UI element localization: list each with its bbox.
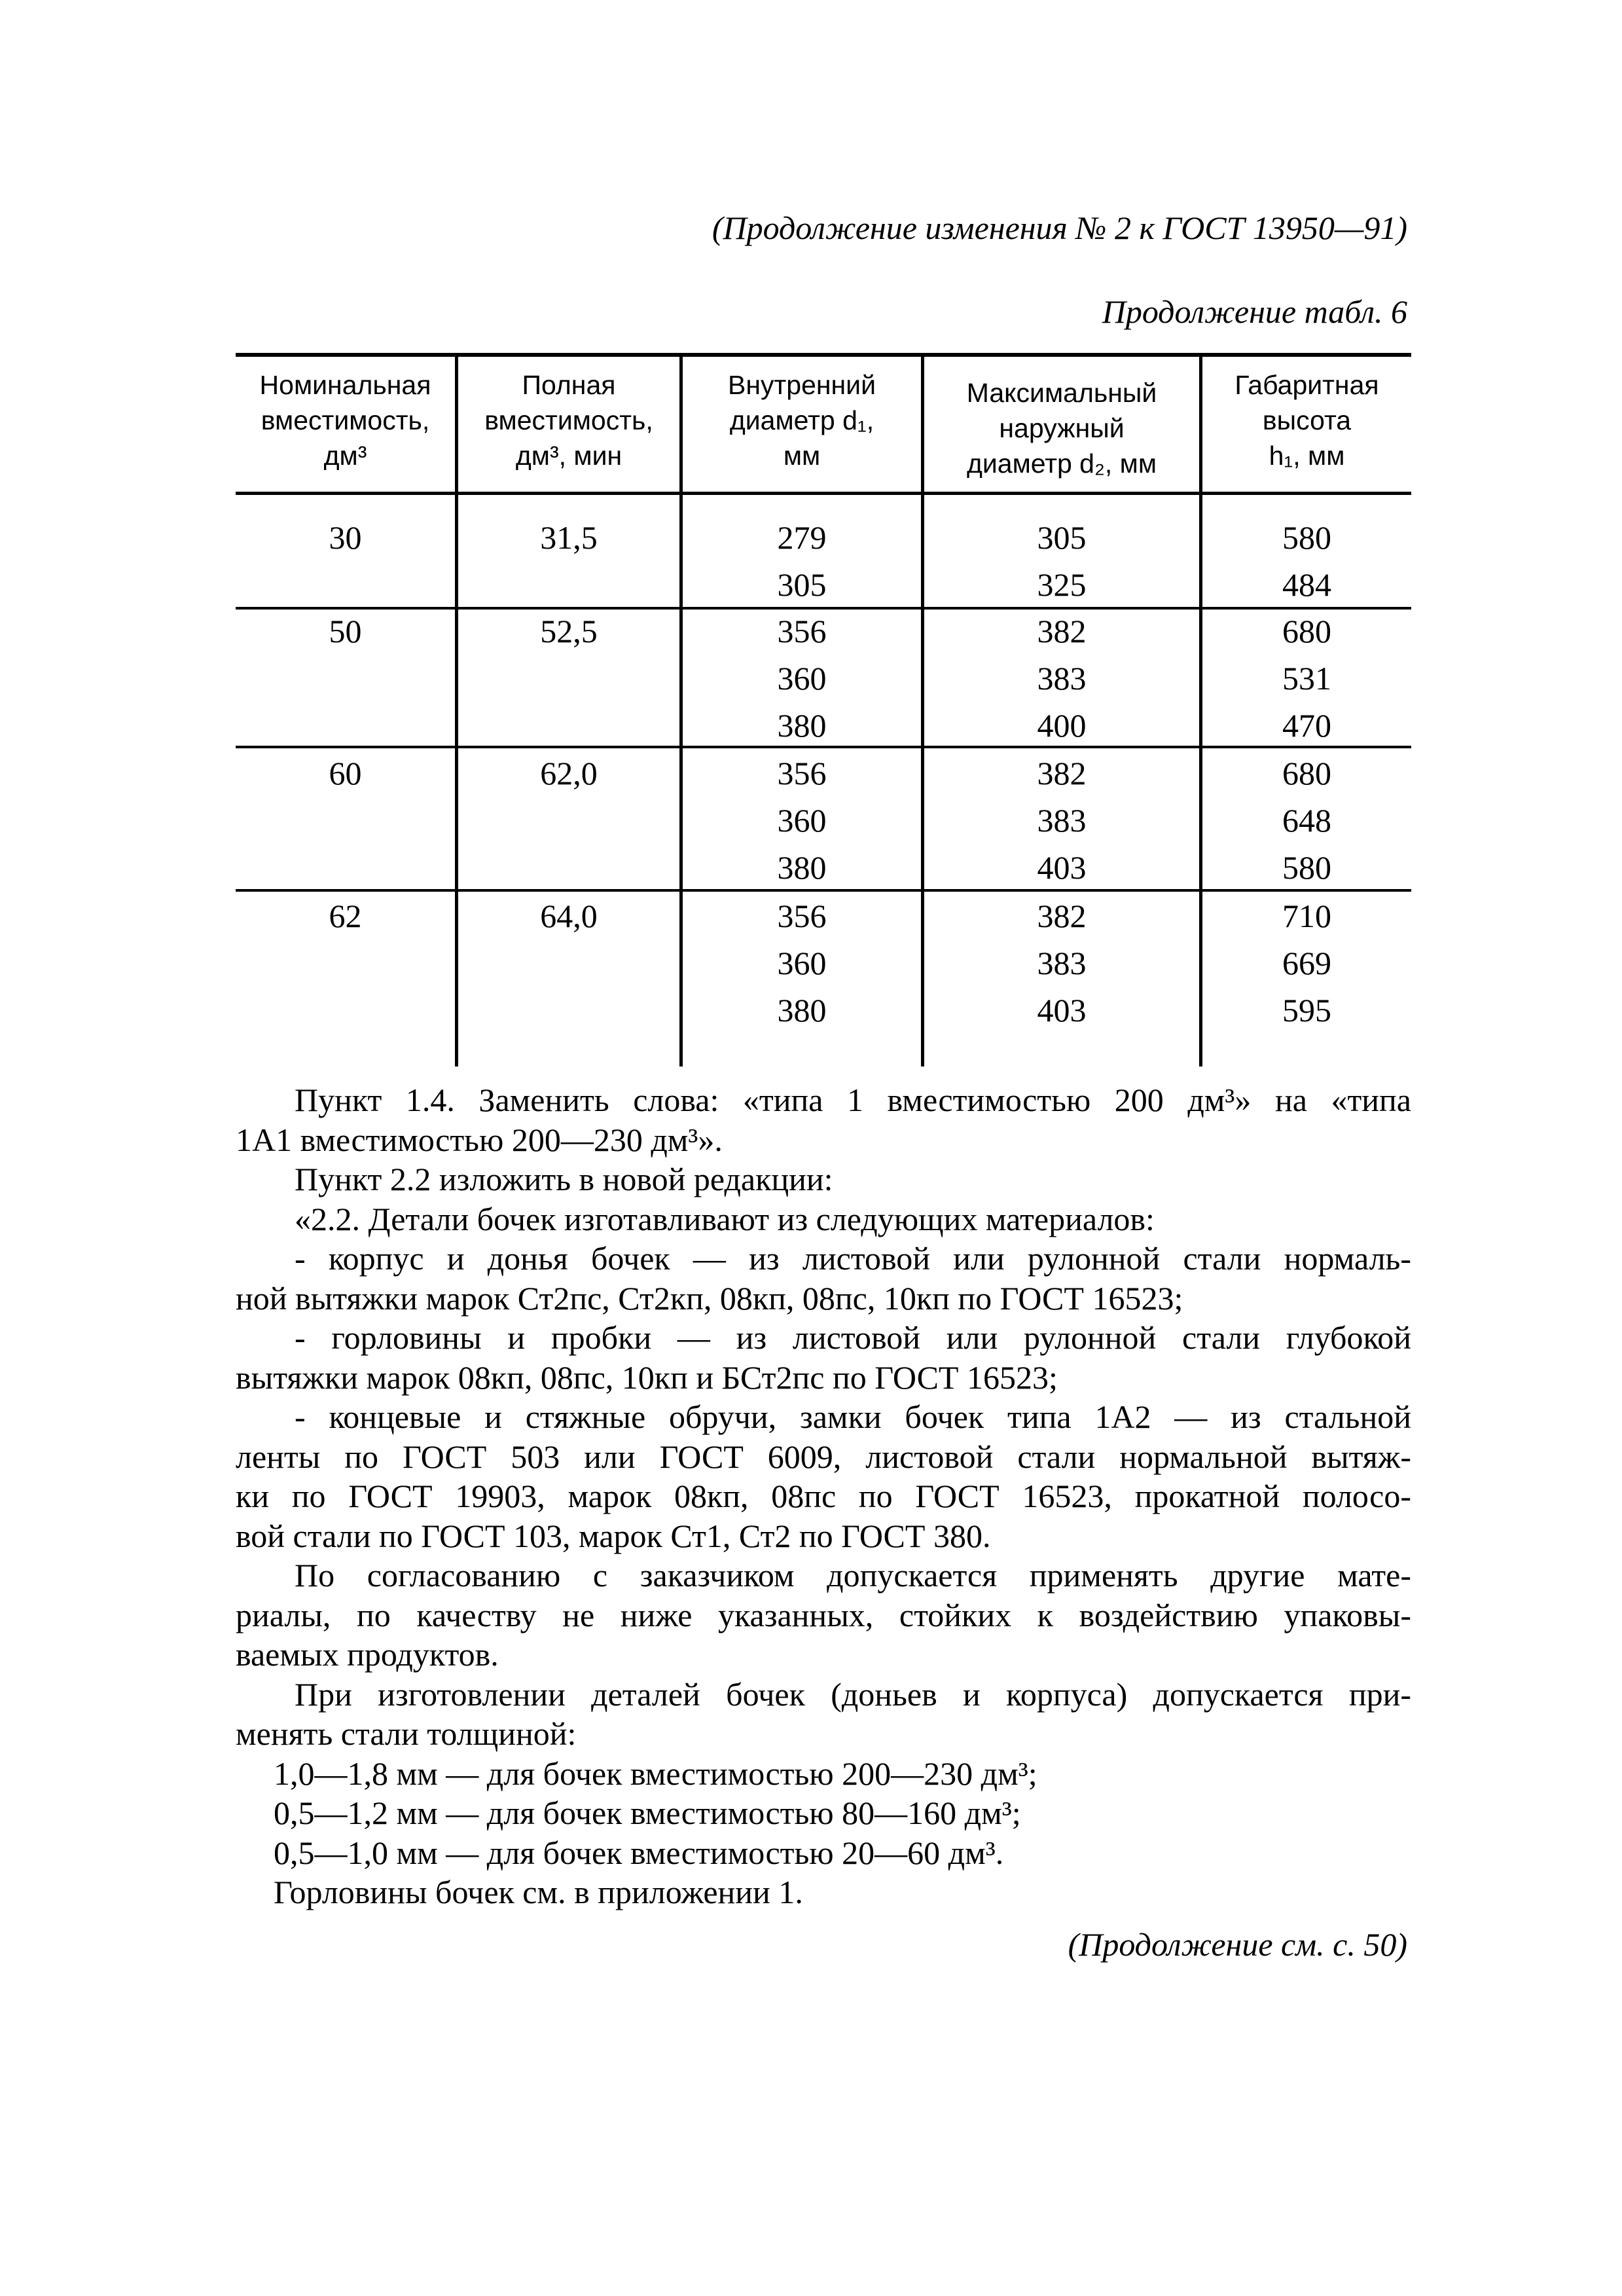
- nominal-capacity-cell: 62: [329, 898, 362, 934]
- header-line: вместимость,: [261, 405, 430, 435]
- height-cell: 680: [1282, 755, 1331, 792]
- running-head: (Продолжение изменения № 2 к ГОСТ 13950—91): [712, 210, 1407, 246]
- outer-diameter-cell: 383: [1037, 802, 1087, 839]
- height-cell: 484: [1282, 566, 1331, 603]
- height-cell: 470: [1282, 707, 1331, 744]
- inner-diameter-cell: 356: [777, 613, 827, 649]
- header-line: дм³: [323, 441, 367, 471]
- inner-diameter-cell: 360: [777, 660, 827, 697]
- header-full-capacity: [458, 367, 679, 473]
- header-line: Номинальная: [259, 370, 431, 400]
- height-cell: 648: [1282, 802, 1331, 839]
- outer-diameter-cell: 382: [1037, 898, 1087, 934]
- inner-diameter-cell: 360: [777, 802, 827, 839]
- text-line: вытяжки марок 08кп, 08пс, 10кп и БСт2пс по ГОСТ 16523;: [236, 1358, 1058, 1396]
- inner-diameter-cell: 305: [777, 566, 827, 603]
- paragraph-item-2-2-intro: [236, 1159, 1411, 1199]
- text-line: вой стали по ГОСТ 103, марок Ст1, Ст2 по ГОСТ 380.: [236, 1517, 991, 1554]
- inner-diameter-cell: 279: [777, 519, 827, 556]
- text-line: 0,5—1,0 мм — для бочек вместимостью 20—60 дм³.: [274, 1834, 1004, 1871]
- outer-diameter-cell: 383: [1037, 660, 1087, 697]
- outer-diameter-cell: 403: [1037, 992, 1087, 1029]
- height-cell: 531: [1282, 660, 1331, 697]
- height-cell: 580: [1282, 519, 1331, 556]
- height-cell: 680: [1282, 613, 1331, 649]
- header-line: Максимальный: [966, 378, 1157, 408]
- header-line: дм³, мин: [515, 441, 622, 471]
- header-line: высота: [1262, 405, 1352, 435]
- outer-diameter-cell: 325: [1037, 566, 1087, 603]
- height-cell: 580: [1282, 849, 1331, 886]
- text-line: Горловины бочек см. в приложении 1.: [274, 1874, 803, 1910]
- text-line: 1,0—1,8 мм — для бочек вместимостью 200—230 дм³;: [274, 1755, 1037, 1792]
- header-inner-diameter: [683, 367, 921, 473]
- height-cell: 669: [1282, 945, 1331, 981]
- paragraph-neck-material: [236, 1318, 1411, 1397]
- text-line: ленты по ГОСТ 503 или ГОСТ 6009, листовой стали нормальной вытяж-: [236, 1438, 1411, 1475]
- paragraph-item-1-4: [236, 1080, 1411, 1159]
- text-line: По согласованию с заказчиком допускается применять другие мате-: [295, 1557, 1411, 1594]
- outer-diameter-cell: 383: [1037, 945, 1087, 981]
- outer-diameter-cell: 400: [1037, 707, 1087, 744]
- paragraph-hoops-material: [236, 1397, 1411, 1556]
- text-line: «2.2. Детали бочек изготавливают из следующих материалов:: [295, 1200, 1155, 1237]
- amendment-text: [236, 1080, 1411, 1912]
- thickness-line: [236, 1754, 1411, 1794]
- outer-diameter-cell: 382: [1037, 613, 1087, 649]
- thickness-line: [236, 1793, 1411, 1833]
- header-line: вместимость,: [484, 405, 653, 435]
- header-line: h₁, мм: [1269, 441, 1345, 471]
- continuation-note: (Продолжение см. с. 50): [1068, 1926, 1407, 1963]
- inner-diameter-cell: 356: [777, 898, 827, 934]
- text-line: 0,5—1,2 мм — для бочек вместимостью 80—160 дм³;: [274, 1795, 1021, 1831]
- header-nominal-capacity: [236, 367, 455, 473]
- inner-diameter-cell: 380: [777, 707, 827, 744]
- paragraph-necks-appendix: [236, 1872, 1411, 1912]
- capacity-table: [236, 353, 1411, 1066]
- full-capacity-cell: 64,0: [540, 898, 598, 934]
- full-capacity-cell: 31,5: [540, 519, 598, 556]
- outer-diameter-cell: 403: [1037, 849, 1087, 886]
- height-cell: 595: [1282, 992, 1331, 1029]
- outer-diameter-cell: 305: [1037, 519, 1087, 556]
- nominal-capacity-cell: 50: [329, 613, 362, 649]
- text-line: - горловины и пробки — из листовой или рулонной стали глубокой: [295, 1319, 1411, 1356]
- header-line: Внутренний: [728, 370, 876, 400]
- header-line: мм: [783, 441, 821, 471]
- inner-diameter-cell: 380: [777, 992, 827, 1029]
- text-line: 1А1 вместимостью 200—230 дм³».: [236, 1121, 723, 1158]
- inner-diameter-cell: 356: [777, 755, 827, 792]
- table-header-rule: [236, 492, 1411, 495]
- header-line: Полная: [522, 370, 616, 400]
- text-line: ваемых продуктов.: [236, 1636, 499, 1673]
- text-line: При изготовлении деталей бочек (доньев и корпуса) допускается при-: [295, 1675, 1411, 1713]
- inner-diameter-cell: 380: [777, 849, 827, 886]
- table-top-rule: [236, 353, 1411, 357]
- text-line: Пункт 2.2 изложить в новой редакции:: [295, 1161, 833, 1197]
- height-cell: 710: [1282, 898, 1331, 934]
- nominal-capacity-cell: 30: [329, 519, 362, 556]
- text-line: менять стали толщиной:: [236, 1715, 577, 1752]
- outer-diameter-cell: 382: [1037, 755, 1087, 792]
- text-line: риалы, по качеству не ниже указанных, стойких к воздействию упаковы-: [236, 1596, 1411, 1633]
- text-line: Пункт 1.4. Заменить слова: «типа 1 вместимостью 200 дм³» на «типа: [295, 1082, 1411, 1118]
- nominal-capacity-cell: 60: [329, 755, 362, 792]
- header-line: Габаритная: [1235, 370, 1379, 400]
- paragraph-body-material: [236, 1239, 1411, 1318]
- header-overall-height: [1202, 367, 1411, 473]
- thickness-line: [236, 1833, 1411, 1873]
- table-caption: Продолжение табл. 6: [1102, 293, 1407, 330]
- text-line: ки по ГОСТ 19903, марок 08кп, 08пс по ГОСТ 16523, прокатной полосо-: [236, 1478, 1411, 1514]
- full-capacity-cell: 52,5: [540, 613, 598, 649]
- header-line: наружный: [999, 413, 1125, 443]
- text-line: - концевые и стяжные обручи, замки бочек типа 1А2 — из стальной: [295, 1398, 1411, 1435]
- header-line: диаметр d₂, мм: [966, 448, 1157, 479]
- paragraph-item-2-2: [236, 1199, 1411, 1239]
- inner-diameter-cell: 360: [777, 945, 827, 981]
- text-line: - корпус и донья бочек — из листовой или рулонной стали нормаль-: [295, 1240, 1411, 1277]
- text-line: ной вытяжки марок Ст2пс, Ст2кп, 08кп, 08пс, 10кп по ГОСТ 16523;: [236, 1279, 1183, 1317]
- paragraph-steel-thickness: [236, 1675, 1411, 1754]
- header-outer-diameter: [924, 375, 1199, 481]
- full-capacity-cell: 62,0: [540, 755, 598, 792]
- header-line: диаметр d₁,: [729, 405, 874, 435]
- paragraph-other-materials: [236, 1556, 1411, 1675]
